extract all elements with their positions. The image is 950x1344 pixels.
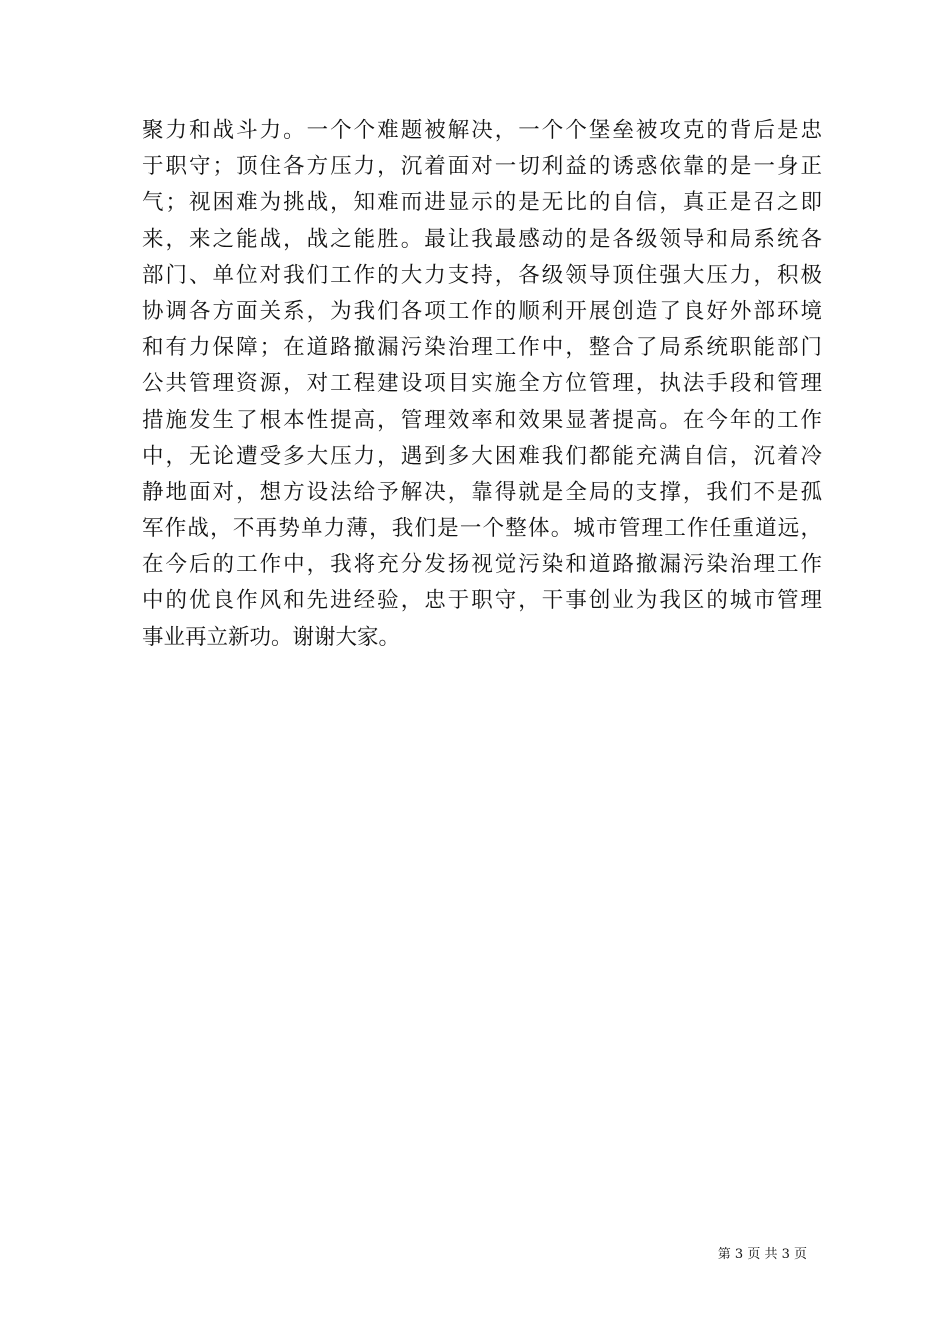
text-line: 协调各方面关系，为我们各项工作的顺利开展创造了良好外部环境: [142, 298, 822, 324]
text-line: 中的优良作风和先进经验，忠于职守，干事创业为我区的城市管理: [142, 588, 822, 614]
text-line: 措施发生了根本性提高，管理效率和效果显著提高。在今年的工作: [142, 407, 822, 433]
text-line: 聚力和战斗力。一个个难题被解决，一个个堡垒被攻克的背后是忠: [142, 118, 822, 143]
text-line: 部门、单位对我们工作的大力支持，各级领导顶住强大压力，积极: [142, 262, 822, 288]
text-line: 在今后的工作中，我将充分发扬视觉污染和道路撤漏污染治理工作: [142, 552, 822, 578]
text-line: 静地面对，想方设法给予解决，靠得就是全局的支撑，我们不是孤: [142, 479, 822, 505]
text-line: 来，来之能战，战之能胜。最让我最感动的是各级领导和局系统各: [142, 226, 822, 252]
text-line: 和有力保障；在道路撤漏污染治理工作中，整合了局系统职能部门: [142, 335, 822, 361]
text-line: 公共管理资源，对工程建设项目实施全方位管理，执法手段和管理: [142, 371, 822, 397]
text-line: 于职守；顶住各方压力，沉着面对一切利益的诱惑依靠的是一身正: [142, 154, 822, 180]
text-line-last: 事业再立新功。谢谢大家。: [142, 624, 401, 650]
body-paragraph: [142, 113, 822, 656]
text-line: 军作战，不再势单力薄，我们是一个整体。城市管理工作任重道远，: [142, 516, 822, 542]
text-line: 中，无论遭受多大压力，遇到多大困难我们都能充满自信，沉着冷: [142, 443, 822, 469]
page-number-footer: 第 3 页 共 3 页: [717, 1247, 807, 1262]
text-line: 气；视困难为挑战，知难而进显示的是无比的自信，真正是召之即: [142, 190, 822, 216]
